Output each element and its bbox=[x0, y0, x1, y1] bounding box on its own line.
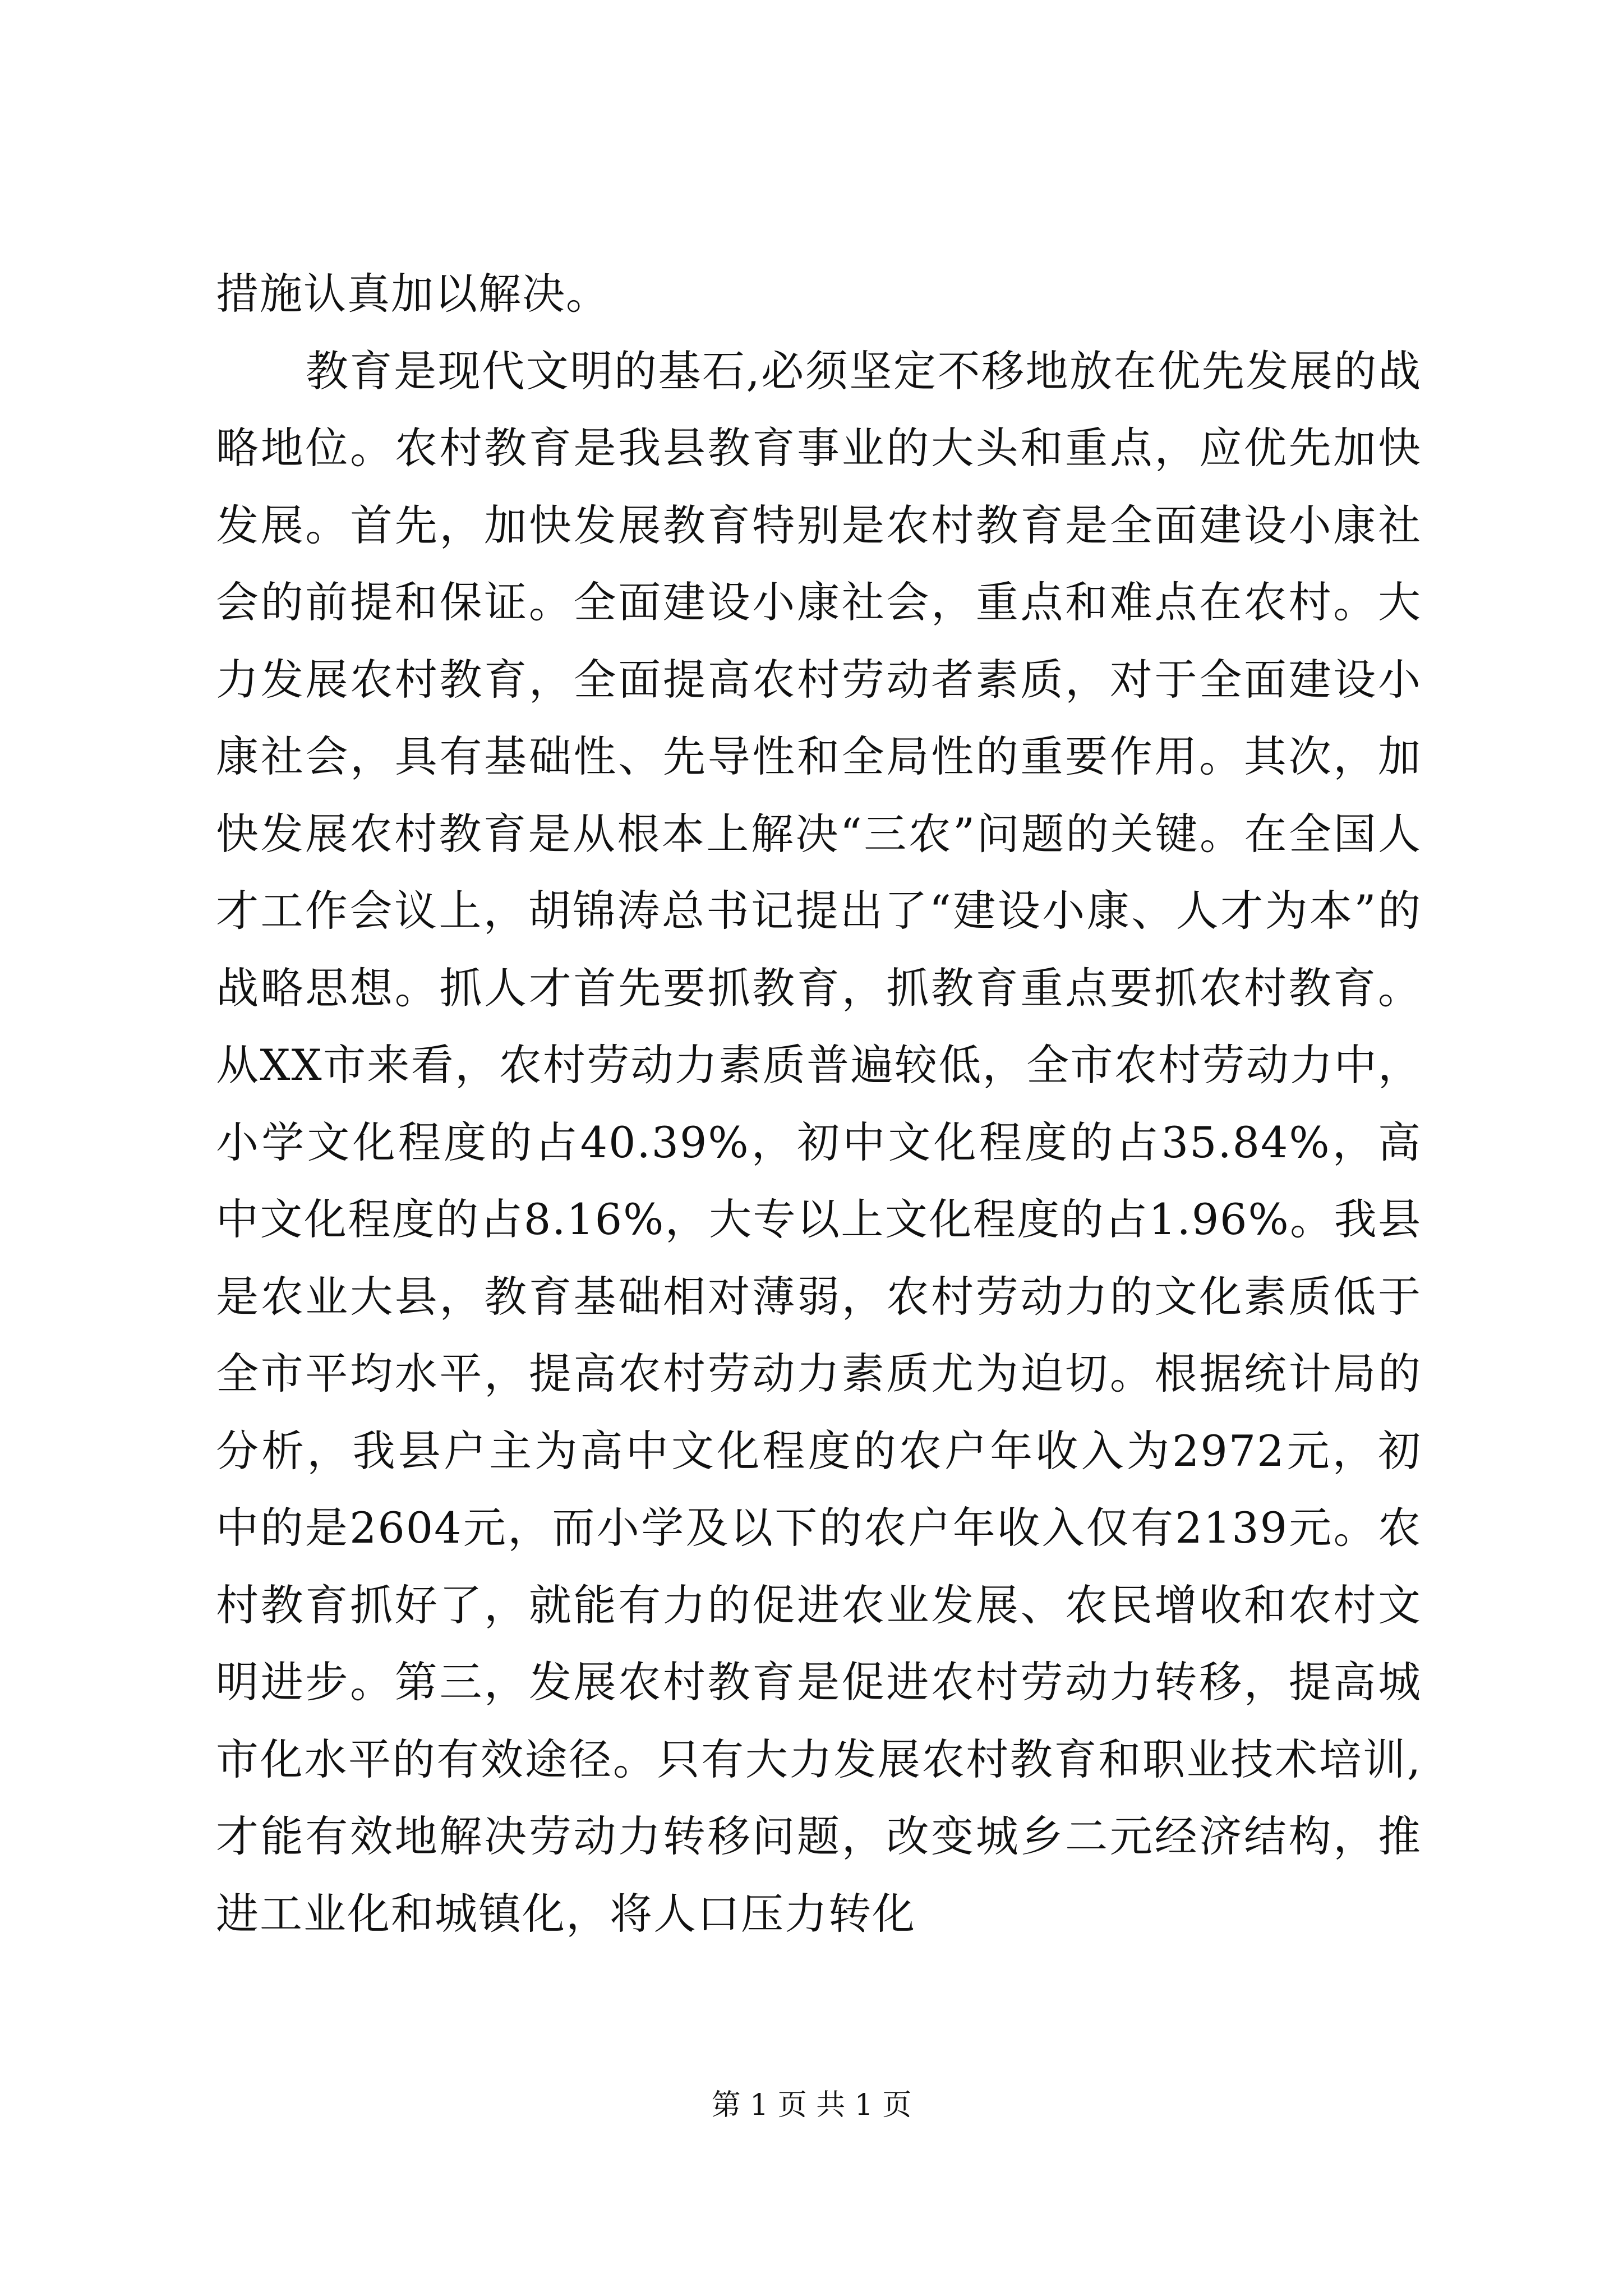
paragraph-education: 教育是现代文明的基石,必须坚定不移地放在优先发展的战略地位。农村教育是我县教育事业的大头和重点，应优先加快发展。首先，加快发展教育特别是农村教育是全面建设小康社会的前提和保证。全面建设小康社会，重点和难点在农村。大力发展农村教育，全面提高农村劳动者素质，对于全面建设小康社会，具有基础性、先导性和全局性的重要作用。其次，加快发展农村教育是从根本上解决“三农”问题的关键。在全国人才工作会议上，胡锦涛总书记提出了“建设小康、人才为本”的战略思想。抓人才首先要抓教育，抓教育重点要抓农村教育。从XX市来看，农村劳动力素质普遍较低，全市农村劳动力中，小学文化程度的占40.39%，初中文化程度的占35.84%，高中文化程度的占8.16%，大专以上文化程度的占1.96%。我县是农业大县，教育基础相对薄弱，农村劳动力的文化素质低于全市平均水平，提高农村劳动力素质尤为迫切。根据统计局的分析，我县户主为高中文化程度的农户年收入为2972元，初中的是2604元，而小学及以下的农户年收入仅有2139元。农村教育抓好了，就能有力的促进农业发展、农民增收和农村文明进步。第三，发展农村教育是促进农村劳动力转移，提高城市化水平的有效途径。只有大力发展农村教育和职业技术培训,才能有效地解决劳动力转移问题，改变城乡二元经济结构，推进工业化和城镇化，将人口压力转化 bbox=[216, 346, 1422, 1939]
paragraph-continuation: 措施认真加以解决。 bbox=[216, 269, 610, 319]
page-number-footer: 第 1 页 共 1 页 bbox=[711, 2088, 912, 2122]
document-body bbox=[216, 255, 1422, 1952]
